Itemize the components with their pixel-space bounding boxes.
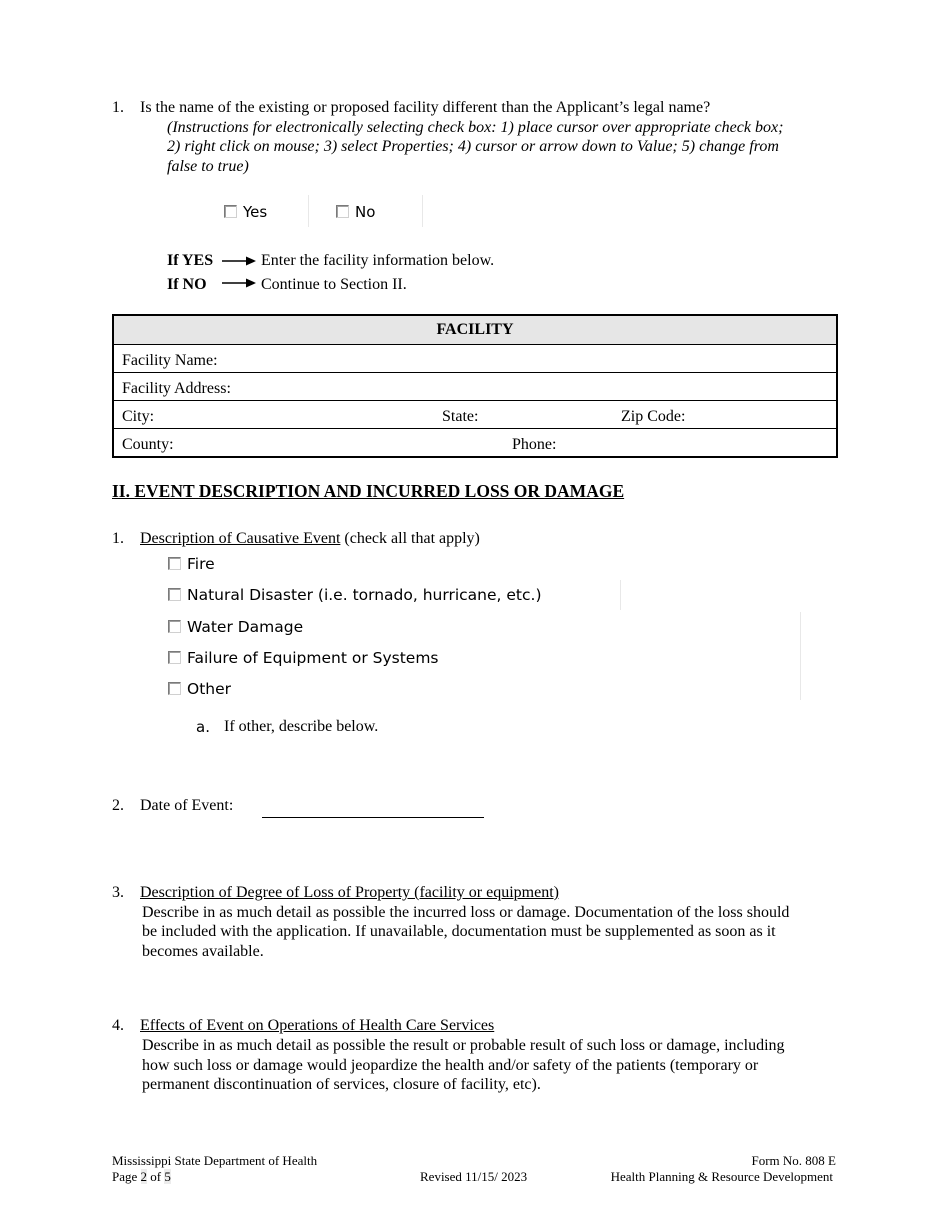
fire-checkbox-box[interactable] (168, 557, 181, 570)
q1-instructions-line-2: 2) right click on mouse; 3) select Properties; 4) cursor or arrow down to Value; 5) change from (167, 138, 779, 155)
other-checkbox[interactable] (168, 680, 231, 698)
facility-table-header: FACILITY (113, 315, 837, 345)
footer-revised: Revised 11/15/ 2023 (420, 1169, 528, 1184)
s2-item4-number: 4. (112, 1017, 124, 1034)
water-damage-checkbox[interactable] (168, 618, 303, 636)
section-2-title: II. EVENT DESCRIPTION AND INCURRED LOSS OR DAMAGE (112, 481, 625, 501)
s2-item3-number: 3. (112, 884, 124, 901)
county-phone-row[interactable] (113, 429, 837, 458)
footer-page-current: 2 (140, 1169, 148, 1184)
water-damage-checkbox-box[interactable] (168, 620, 181, 633)
water-damage-checkbox-label: Water Damage (187, 618, 304, 636)
checkbox-divider (800, 612, 801, 700)
other-checkbox-box[interactable] (168, 682, 181, 695)
arrow-right-icon (222, 255, 256, 267)
facility-name-label: Facility Name: (122, 352, 218, 369)
yes-checkbox-label: Yes (243, 203, 268, 221)
if-no-text: Continue to Section II. (261, 276, 407, 293)
s2-item1-title: Description of Causative Event (140, 530, 341, 547)
s2-item3-line-2: be included with the application. If unavailable, documentation must be supplemented as soon as it (142, 923, 776, 940)
checkbox-divider (308, 195, 309, 227)
s2-item2-number: 2. (112, 797, 124, 814)
state-label: State: (442, 408, 479, 425)
arrow-right-icon (222, 277, 256, 289)
footer-form-no: Form No. 808 E (751, 1153, 836, 1168)
s2-item4-line-3: permanent discontinuation of services, closure of facility, etc). (142, 1076, 541, 1093)
date-of-event-input[interactable] (262, 799, 484, 818)
footer-division: Health Planning & Resource Development (610, 1169, 833, 1184)
facility-name-field[interactable] (113, 345, 837, 373)
facility-address-label: Facility Address: (122, 380, 231, 397)
footer-page-number (112, 1169, 171, 1185)
natural-disaster-checkbox-box[interactable] (168, 588, 181, 601)
s2-item1-suffix: (check all that apply) (340, 530, 480, 547)
facility-table (112, 314, 838, 458)
yes-checkbox-box[interactable] (224, 205, 237, 218)
yes-checkbox[interactable] (224, 203, 267, 221)
s2-item3-line-3: becomes available. (142, 943, 264, 960)
city-state-zip-row[interactable] (113, 401, 837, 429)
s2-item3-line-1: Describe in as much detail as possible the incurred loss or damage. Documentation of the loss should (142, 904, 790, 921)
footer-page-of: of (147, 1169, 165, 1184)
if-no-label: If NO (167, 276, 207, 293)
no-checkbox-label: No (355, 203, 376, 221)
equipment-failure-checkbox-box[interactable] (168, 651, 181, 664)
no-checkbox[interactable] (336, 203, 375, 221)
phone-label: Phone: (512, 436, 557, 453)
s2-item4-title: Effects of Event on Operations of Health Care Services (140, 1017, 495, 1034)
fire-checkbox[interactable] (168, 555, 215, 573)
footer-org: Mississippi State Department of Health (112, 1153, 318, 1168)
s2-item4-line-2: how such loss or damage would jeopardize the health and/or safety of the patients (temporary or (142, 1057, 759, 1074)
footer-page-total: 5 (164, 1169, 171, 1184)
q1-instructions-line-1: (Instructions for electronically selecting check box: 1) place cursor over appropriate check box; (167, 119, 784, 136)
equipment-failure-checkbox[interactable] (168, 649, 439, 667)
county-label: County: (122, 436, 174, 453)
s2-item4-line-1: Describe in as much detail as possible the result or probable result of such loss or damage, including (142, 1037, 785, 1054)
s2-item1-heading (140, 530, 480, 548)
fire-checkbox-label: Fire (187, 555, 215, 573)
no-checkbox-box[interactable] (336, 205, 349, 218)
other-checkbox-label: Other (187, 680, 232, 698)
s2-item1-sub-letter: a. (196, 718, 210, 736)
s2-item1-sub-text: If other, describe below. (224, 718, 379, 735)
s2-item3-title: Description of Degree of Loss of Property (facility or equipment) (140, 884, 559, 901)
checkbox-divider (422, 195, 423, 227)
zip-code-label: Zip Code: (621, 408, 686, 425)
q1-instructions-line-3: false to true) (167, 158, 249, 175)
footer-page-prefix: Page (112, 1169, 141, 1184)
if-yes-label: If YES (167, 252, 214, 269)
city-label: City: (122, 408, 155, 425)
if-yes-text: Enter the facility information below. (261, 252, 495, 269)
date-of-event-label: Date of Event: (140, 797, 234, 814)
checkbox-divider (620, 580, 621, 610)
natural-disaster-checkbox-label: Natural Disaster (i.e. tornado, hurricane, etc.) (187, 586, 542, 604)
equipment-failure-checkbox-label: Failure of Equipment or Systems (187, 649, 439, 667)
facility-address-field[interactable] (113, 373, 837, 401)
q1-number: 1. (112, 99, 124, 116)
natural-disaster-checkbox[interactable] (168, 586, 542, 604)
s2-item1-number: 1. (112, 530, 124, 547)
q1-question: Is the name of the existing or proposed facility different than the Applicant’s legal name? (140, 99, 711, 116)
